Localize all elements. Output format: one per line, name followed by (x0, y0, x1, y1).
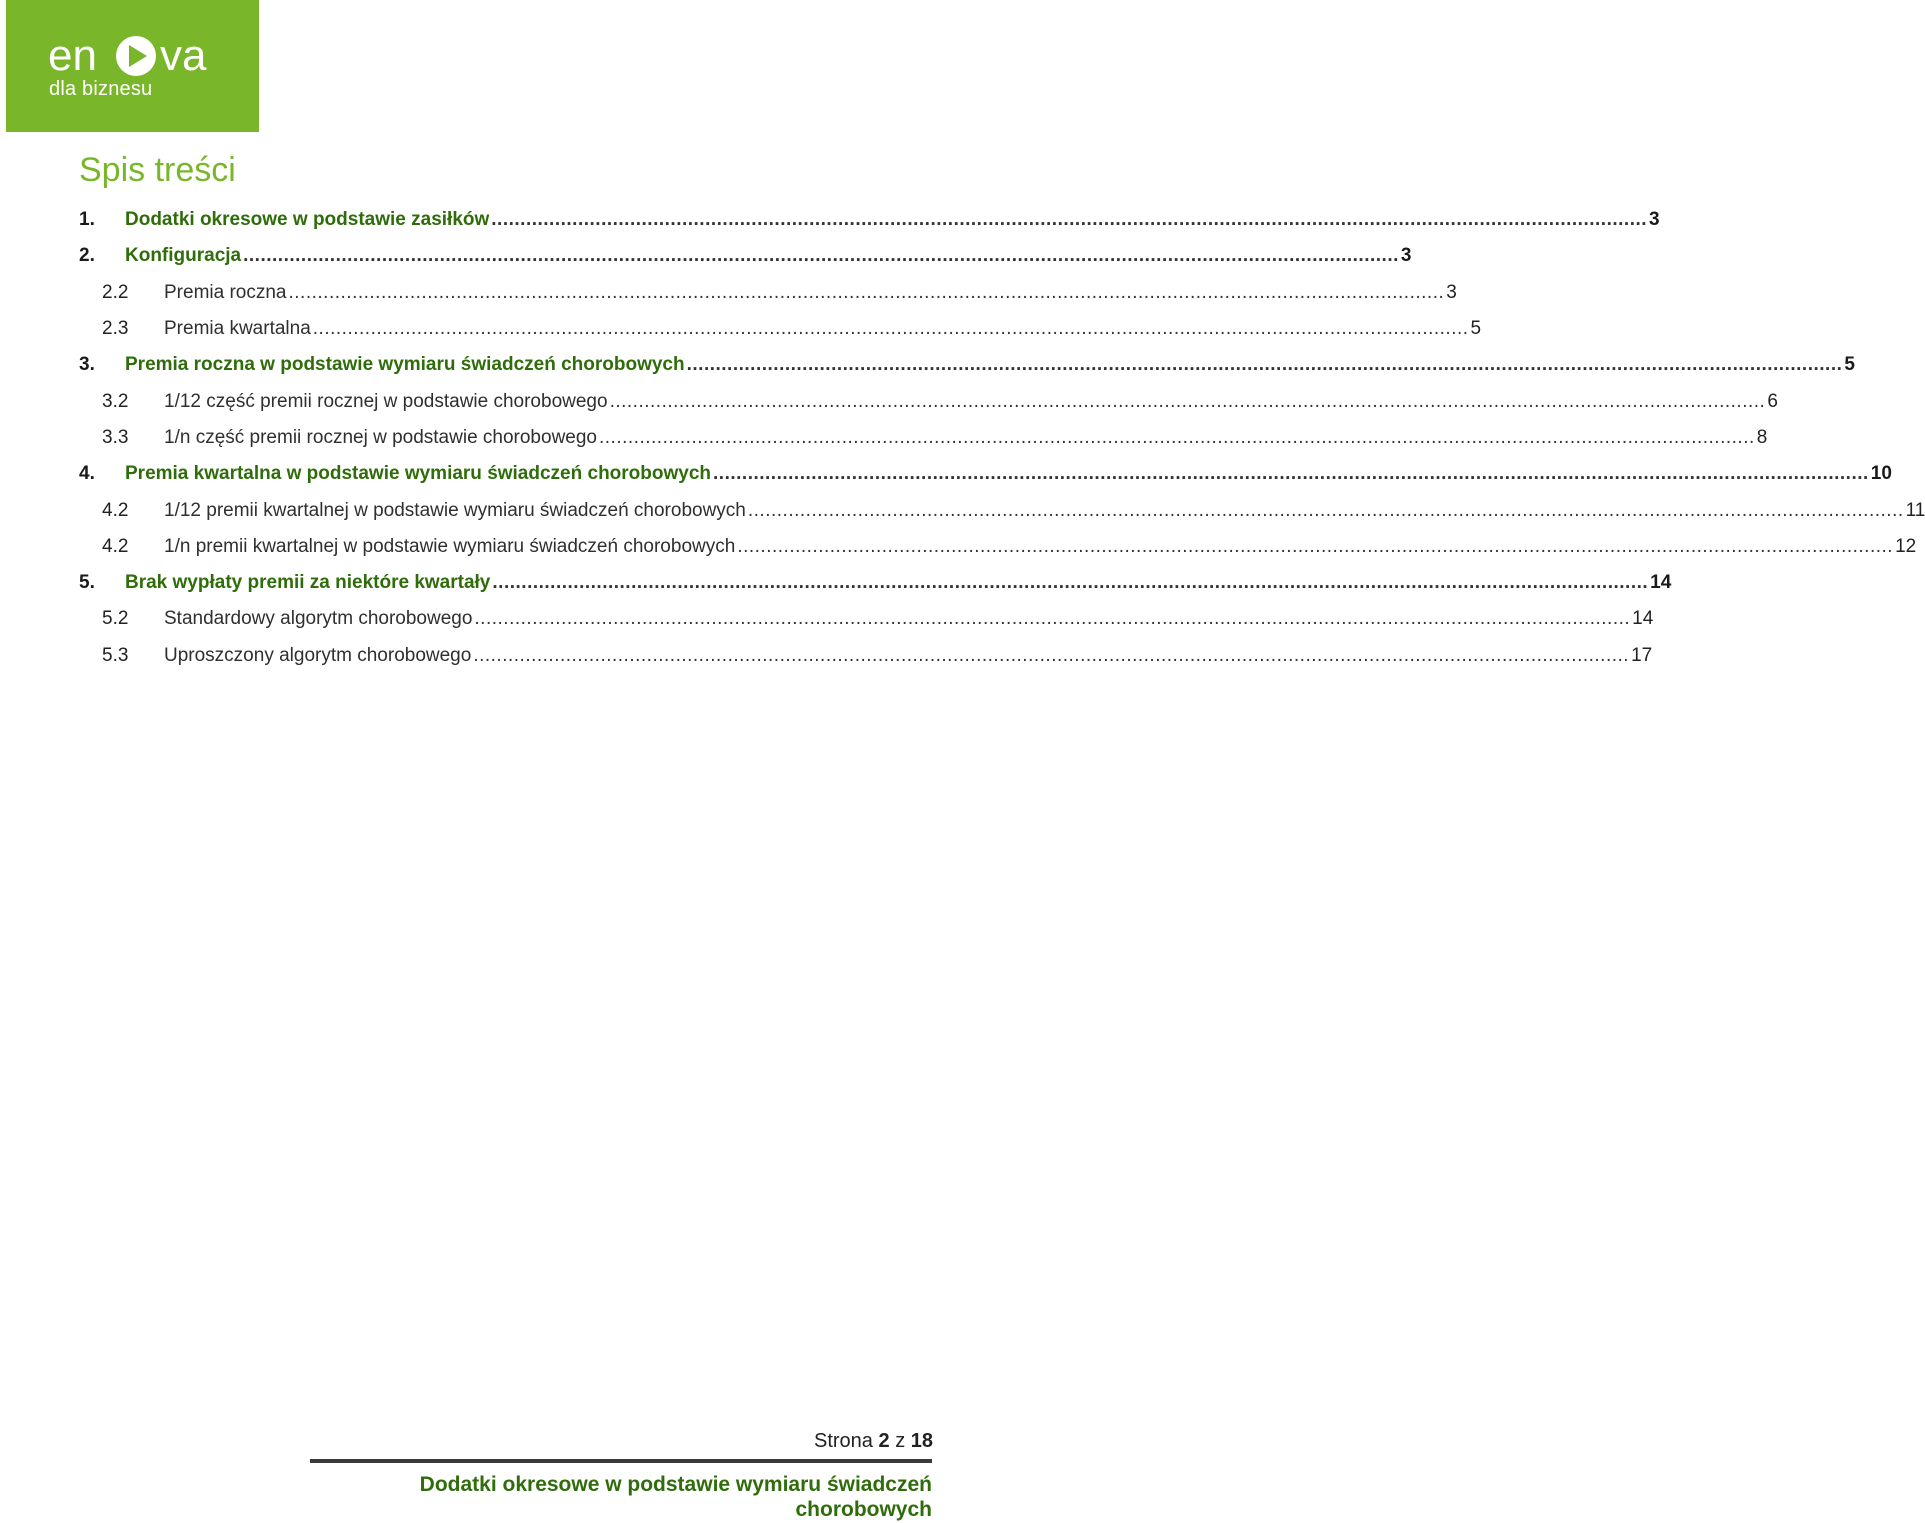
toc-entry[interactable] (79, 420, 1768, 456)
page-current: 2 (878, 1430, 890, 1452)
toc-dot-leader: ........................................................................................................................................................................................................ (686, 354, 1843, 376)
toc-entry-number: 3. (79, 354, 95, 376)
toc-entry-number: 2.3 (102, 318, 129, 340)
toc-entry-page: 5 (1844, 354, 1855, 376)
enova-wordmark (48, 30, 238, 80)
toc-entry-title[interactable]: Premia kwartalna w podstawie wymiaru świadczeń chorobowych (125, 463, 712, 485)
toc-dot-leader: ........................................................................................................................................................................................................ (474, 608, 1631, 630)
logo-tagline: dla biznesu (49, 78, 153, 100)
toc-entry-number: 4. (79, 463, 95, 485)
toc-entry-page: 10 (1870, 463, 1892, 485)
toc-entry-title[interactable]: Standardowy algorytm chorobowego (164, 608, 473, 630)
toc-entry-number: 2.2 (102, 281, 129, 303)
toc-entry-page: 17 (1631, 644, 1653, 666)
footer-divider (310, 1459, 932, 1463)
enova-logo (6, 0, 259, 132)
toc-entry[interactable] (79, 638, 1653, 674)
toc-entry-number: 4.2 (102, 535, 129, 557)
toc-dot-leader: ........................................................................................................................................................................................................ (243, 245, 1399, 267)
toc-entry[interactable] (79, 275, 1457, 311)
toc-dot-leader: ........................................................................................................................................................................................................ (713, 463, 1869, 485)
toc-entry-number: 3.2 (102, 390, 129, 412)
toc-entry[interactable] (79, 565, 1672, 601)
toc-entry-page: 5 (1470, 318, 1482, 340)
page-separator: z (895, 1430, 906, 1452)
toc-entry-page: 11 (1905, 499, 1925, 521)
toc-entry-number: 5. (79, 572, 95, 594)
toc-entry-title[interactable]: Premia roczna w podstawie wymiaru świadczeń chorobowych (125, 354, 685, 376)
logo-word-right: va (160, 31, 207, 80)
table-of-contents (79, 202, 1925, 674)
toc-dot-leader: ........................................................................................................................................................................................................ (473, 644, 1630, 666)
toc-entry[interactable] (79, 383, 1778, 419)
toc-entry-number: 4.2 (102, 499, 129, 521)
toc-entry-page: 3 (1446, 281, 1457, 303)
toc-entry[interactable] (79, 601, 1654, 637)
toc-dot-leader: ........................................................................................................................................................................................................ (599, 426, 1755, 448)
toc-entry[interactable] (79, 238, 1412, 274)
page-number (814, 1430, 933, 1453)
toc-entry-page: 6 (1767, 390, 1778, 412)
toc-entry[interactable] (79, 529, 1917, 565)
footer-document-title: Dodatki okresowe w podstawie wymiaru świadczeń chorobowych (419, 1473, 932, 1521)
toc-dot-leader: ........................................................................................................................................................................................................ (491, 209, 1648, 231)
toc-entry-title[interactable]: 1/12 część premii rocznej w podstawie chorobowego (164, 390, 608, 412)
toc-entry-number: 5.2 (102, 608, 129, 630)
toc-entry-title[interactable]: Uproszczony algorytm chorobowego (164, 644, 472, 666)
page-total: 18 (910, 1430, 933, 1452)
toc-entry-number: 3.3 (102, 426, 129, 448)
toc-dot-leader: ........................................................................................................................................................................................................ (609, 390, 1766, 412)
toc-entry-title[interactable]: 1/n część premii rocznej w podstawie chorobowego (164, 426, 597, 448)
toc-entry-page: 14 (1650, 572, 1672, 594)
logo-word-left: en (48, 31, 97, 80)
toc-entry[interactable] (79, 347, 1855, 383)
page-prefix: Strona (814, 1430, 873, 1452)
toc-dot-leader: ........................................................................................................................................................................................................ (312, 318, 1469, 340)
toc-entry[interactable] (79, 311, 1482, 347)
toc-dot-leader: ........................................................................................................................................................................................................ (747, 499, 1904, 521)
toc-entry-page: 3 (1400, 245, 1412, 267)
toc-entry-title[interactable]: 1/n premii kwartalnej w podstawie wymiaru świadczeń chorobowych (164, 535, 736, 557)
toc-entry-title[interactable]: Brak wypłaty premii za niektóre kwartały (125, 572, 491, 594)
toc-title: Spis treści (79, 151, 236, 189)
toc-dot-leader: ........................................................................................................................................................................................................ (737, 535, 1894, 557)
toc-entry-page: 14 (1632, 608, 1654, 630)
toc-entry[interactable] (79, 456, 1892, 492)
toc-dot-leader: ........................................................................................................................................................................................................ (288, 281, 1445, 303)
toc-entry[interactable] (79, 202, 1660, 238)
toc-entry-title[interactable]: Dodatki okresowe w podstawie zasiłków (125, 209, 490, 231)
toc-entry-title[interactable]: 1/12 premii kwartalnej w podstawie wymiaru świadczeń chorobowych (164, 499, 746, 521)
toc-entry-title[interactable]: Premia kwartalna (164, 318, 311, 340)
toc-entry-page: 12 (1895, 535, 1917, 557)
toc-entry-page: 3 (1649, 209, 1660, 231)
toc-dot-leader: ........................................................................................................................................................................................................ (492, 572, 1649, 594)
toc-entry-number: 2. (79, 245, 95, 267)
toc-entry-page: 8 (1756, 426, 1768, 448)
toc-entry-number: 5.3 (102, 644, 129, 666)
toc-entry-title[interactable]: Konfiguracja (125, 245, 242, 267)
toc-entry[interactable] (79, 492, 1925, 528)
toc-entry-number: 1. (79, 209, 95, 231)
toc-entry-title[interactable]: Premia roczna (164, 281, 287, 303)
